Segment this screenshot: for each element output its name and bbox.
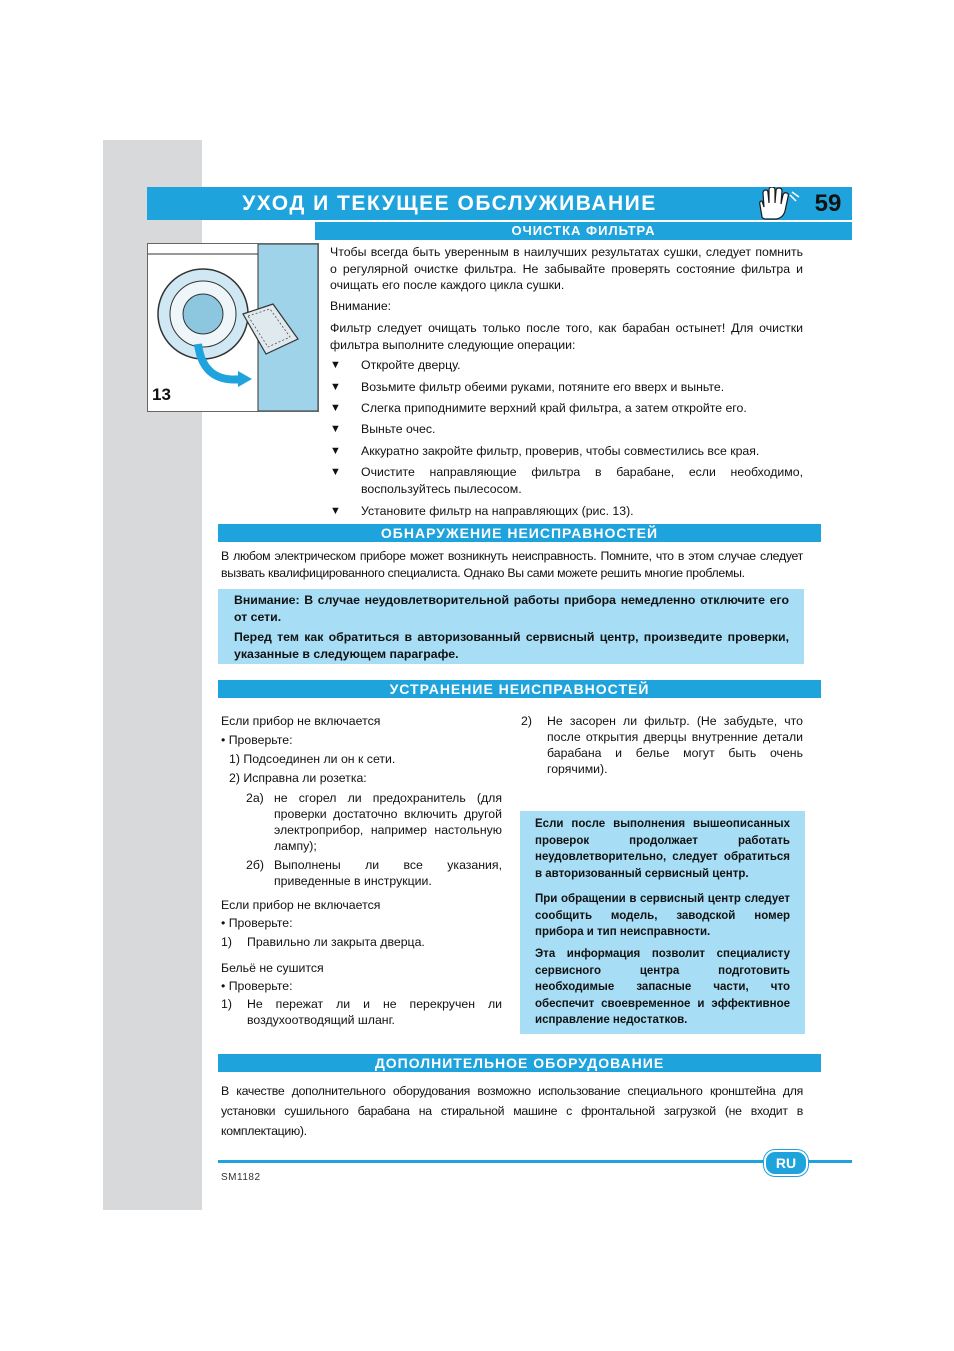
p1-item2a: не сгорел ли предохранитель (для проверки достаточно включить другой электроприбор, например настольную лампу); xyxy=(274,791,502,853)
filter-step-text: Установите фильтр на направляющих (рис. 13). xyxy=(361,504,634,518)
p2-item1: Правильно ли закрыта дверца. xyxy=(247,935,425,949)
page-number: 59 xyxy=(804,187,852,220)
page-title: УХОД И ТЕКУЩЕЕ ОБСЛУЖИВАНИЕ xyxy=(147,187,752,220)
bullet-triangle-icon: ▼ xyxy=(330,466,341,478)
filter-figure xyxy=(147,243,319,412)
p3-num: 1) xyxy=(221,997,232,1011)
section-heading-accessories: ДОПОЛНИТЕЛЬНОЕ ОБОРУДОВАНИЕ xyxy=(218,1054,821,1072)
section-heading-filter: ОЧИСТКА ФИЛЬТРА xyxy=(315,222,852,240)
filter-step-text: Возьмите фильтр обеими руками, потяните его вверх и выньте. xyxy=(361,380,725,394)
right-num: 2) xyxy=(521,714,532,728)
check-label: • Проверьте: xyxy=(221,916,293,930)
right-item2: Не засорен ли фильтр. (Не забудьте, что после открытия дверцы внутренние детали барабана и белье могут быть очень горячими). xyxy=(547,714,803,776)
p1-item2: 2) Исправна ли розетка: xyxy=(229,771,367,785)
service-info-box xyxy=(520,811,805,1034)
problem3-title: Бельё не сушится xyxy=(221,961,324,975)
service-box-para3: Эта информация позволит специалисту сервисного центра подготовить необходимые запасные части, что обеспечит своевременное и эффективное исправление недостатков. xyxy=(535,948,790,1026)
filter-step-text: Аккуратно закройте фильтр, проверив, чтобы совместились все края. xyxy=(361,444,760,458)
bullet-triangle-icon: ▼ xyxy=(330,423,341,435)
warning-box xyxy=(218,589,804,664)
problem1-title: Если прибор не включается xyxy=(221,714,381,728)
p3-item1: Не пережат ли и не перекручен ли воздухоотводящий шланг. xyxy=(247,997,502,1027)
service-box-para1: Если после выполнения вышеописанных проверок продолжает работать неудовлетворительно, следует обратиться в авторизованный сервисный центр. xyxy=(535,818,790,880)
bullet-triangle-icon: ▼ xyxy=(330,505,341,517)
p1-item1: 1) Подсоединен ли он к сети. xyxy=(229,752,396,766)
check-label: • Проверьте: xyxy=(221,979,293,993)
accessories-text: В качестве дополнительного оборудования возможно использование специального кронштейна для установки сушильного барабана на стиральной машине с фронтальной загрузкой (не входит в комплектацию). xyxy=(221,1084,803,1138)
p2-num: 1) xyxy=(221,935,232,949)
filter-step-text: Слегка приподнимите верхний край фильтра, а затем откройте его. xyxy=(361,401,747,415)
p1-item2a-num: 2а) xyxy=(246,791,264,805)
doc-code: SM1182 xyxy=(221,1172,261,1183)
filter-intro: Чтобы всегда быть уверенным в наилучших результатах сушки, следует помнить о регулярной очистке фильтра. Не забывайте проверять состояние фильтра и очищать его после каждого цикла сушки. xyxy=(330,245,803,292)
hand-icon xyxy=(752,187,804,220)
problem2-title: Если прибор не включается xyxy=(221,898,381,912)
warning-box-para1: Внимание: В случае неудовлетворительной работы прибора немедленно отключите его от сети. xyxy=(234,593,789,624)
check-label: • Проверьте: xyxy=(221,733,293,747)
p1-item2b: Выполнены ли все указания, приведенные в инструкции. xyxy=(274,858,502,888)
service-box-para2: При обращении в сервисный центр следует сообщить модель, заводской номер прибора и тип неисправности. xyxy=(535,893,790,938)
filter-step-text: Выньте очес. xyxy=(361,422,436,436)
section-heading-detection: ОБНАРУЖЕНИЕ НЕИСПРАВНОСТЕЙ xyxy=(218,524,821,542)
filter-step-text: Очистите направляющие фильтра в барабане, если необходимо, воспользуйтесь пылесосом. xyxy=(361,465,803,496)
section-heading-troubleshoot: УСТРАНЕНИЕ НЕИСПРАВНОСТЕЙ xyxy=(218,680,821,698)
attention-text: Фильтр следует очищать только после того, как барабан остынет! Для очистки фильтра выполните следующие операции: xyxy=(330,321,803,352)
bullet-triangle-icon: ▼ xyxy=(330,402,341,414)
bullet-triangle-icon: ▼ xyxy=(330,359,341,371)
warning-box-para2: Перед тем как обратиться в авторизованный сервисный центр, произведите проверки, указанные в следующем параграфе. xyxy=(234,630,789,661)
footer-divider xyxy=(218,1160,852,1163)
language-badge: RU xyxy=(764,1150,808,1176)
p1-item2b-num: 2б) xyxy=(246,858,264,872)
bullet-triangle-icon: ▼ xyxy=(330,445,341,457)
figure-number: 13 xyxy=(152,385,171,404)
attention-label: Внимание: xyxy=(330,299,392,313)
detection-text: В любом электрическом приборе может возникнуть неисправность. Помните, что в этом случае следует вызвать квалифицированного специалиста. Однако Вы сами можете решить многие проблемы. xyxy=(221,549,803,580)
filter-step-text: Откройте дверцу. xyxy=(361,358,461,372)
bullet-triangle-icon: ▼ xyxy=(330,381,341,393)
